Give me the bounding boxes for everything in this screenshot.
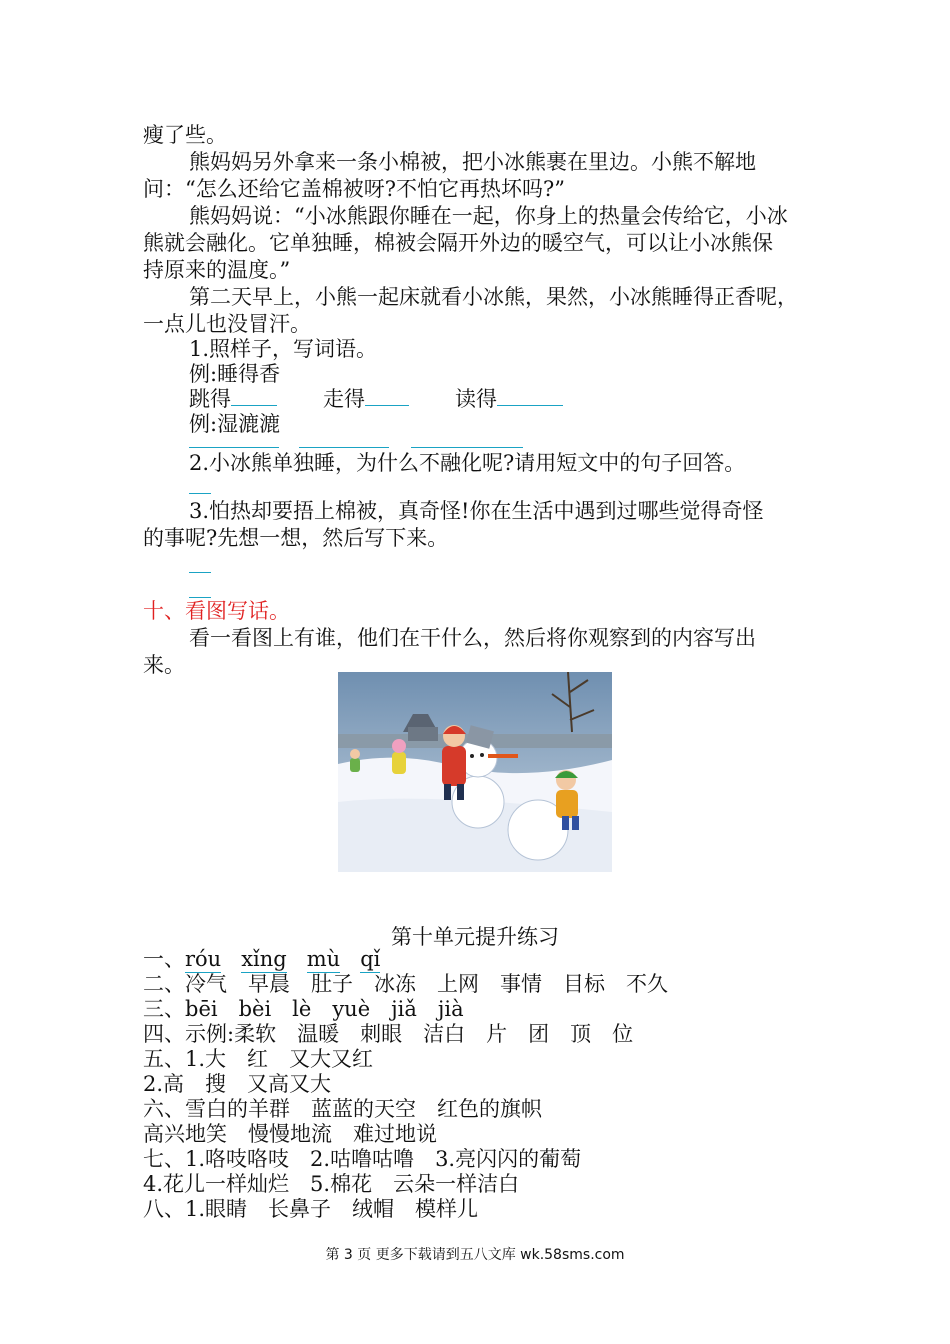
section-10-text: 来。 bbox=[143, 653, 185, 677]
example-2: 例:湿漉漉 bbox=[189, 412, 281, 436]
pinyin-item: róu bbox=[185, 947, 222, 971]
answer-line-7b: 4.花儿一样灿烂 5.棉花 云朵一样洁白 bbox=[143, 1172, 520, 1196]
word-prefix: 走得 bbox=[323, 387, 365, 411]
story-line: 一点儿也没冒汗。 bbox=[143, 312, 311, 336]
answer-blank[interactable] bbox=[189, 554, 211, 573]
story-line: 持原来的温度。” bbox=[143, 258, 291, 282]
story-line: 第二天早上，小熊一起床就看小冰熊，果然，小冰熊睡得正香呢， bbox=[189, 285, 798, 309]
answer-blank[interactable] bbox=[189, 579, 211, 598]
answer-line-6b: 高兴地笑 慢慢地流 难过地说 bbox=[143, 1122, 437, 1146]
word-row bbox=[189, 386, 563, 412]
answer-blank[interactable] bbox=[189, 475, 211, 494]
example-1: 例:睡得香 bbox=[189, 362, 281, 386]
question-3: 3.怕热却要捂上棉被，真奇怪!你在生活中遇到过哪些觉得奇怪 bbox=[189, 499, 764, 523]
answer-blank[interactable] bbox=[411, 429, 523, 448]
answer-line-7: 七、1.咯吱咯吱 2.咕噜咕噜 3.亮闪闪的葡萄 bbox=[143, 1147, 582, 1171]
answer-line-1 bbox=[143, 946, 380, 973]
section-10-heading: 十、看图写话。 bbox=[143, 599, 290, 623]
section-10-text: 看一看图上有谁，他们在干什么，然后将你观察到的内容写出 bbox=[189, 626, 756, 650]
page-footer: 第 3 页 更多下载请到五八文库 wk.58sms.com bbox=[325, 1247, 625, 1263]
blank-row bbox=[189, 474, 211, 500]
answer-line-8: 八、1.眼睛 长鼻子 绒帽 模样儿 bbox=[143, 1197, 479, 1221]
answer-prefix: 一、 bbox=[143, 947, 185, 971]
answer-blank[interactable] bbox=[299, 429, 389, 448]
question-3-cont: 的事呢?先想一想，然后写下来。 bbox=[143, 526, 449, 550]
pinyin-item: mù bbox=[306, 947, 341, 971]
word-prefix: 跳得 bbox=[189, 387, 231, 411]
answer-line-4: 四、示例:柔软 温暖 刺眼 洁白 片 团 顶 位 bbox=[143, 1022, 634, 1046]
question-2: 2.小冰熊单独睡，为什么不融化呢?请用短文中的句子回答。 bbox=[189, 451, 746, 475]
pinyin-item: xǐng bbox=[241, 947, 287, 971]
answer-blank[interactable] bbox=[231, 387, 277, 406]
pinyin-item: qǐ bbox=[360, 947, 381, 971]
answer-line-3: 三、bēi bèi lè yuè jiǎ jià bbox=[143, 997, 464, 1021]
story-line: 瘦了些。 bbox=[143, 123, 227, 147]
story-line: 熊就会融化。它单独睡，棉被会隔开外边的暖空气，可以让小冰熊保 bbox=[143, 231, 773, 255]
answer-line-6: 六、雪白的羊群 蓝蓝的天空 红色的旗帜 bbox=[143, 1097, 542, 1121]
story-line: 熊妈妈说：“小冰熊跟你睡在一起，你身上的热量会传给它，小冰 bbox=[189, 204, 788, 228]
story-line: 熊妈妈另外拿来一条小棉被，把小冰熊裹在里边。小熊不解地 bbox=[189, 150, 756, 174]
answer-line-5b: 2.高 搜 又高又大 bbox=[143, 1072, 332, 1096]
answer-line-2: 二、冷气 早晨 肚子 冰冻 上网 事情 目标 不久 bbox=[143, 972, 668, 996]
word-prefix: 读得 bbox=[455, 387, 497, 411]
question-1: 1.照样子，写词语。 bbox=[189, 337, 378, 361]
answer-blank[interactable] bbox=[365, 387, 409, 406]
answer-blank[interactable] bbox=[497, 387, 563, 406]
answer-blank[interactable] bbox=[189, 429, 279, 448]
answers-title: 第十单元提升练习 bbox=[391, 925, 559, 949]
story-line: 问：“怎么还给它盖棉被呀?不怕它再热坏吗?” bbox=[143, 177, 565, 201]
answer-line-5: 五、1.大 红 又大又红 bbox=[143, 1047, 374, 1071]
blank-row bbox=[189, 553, 211, 579]
snowman-illustration bbox=[338, 672, 612, 872]
